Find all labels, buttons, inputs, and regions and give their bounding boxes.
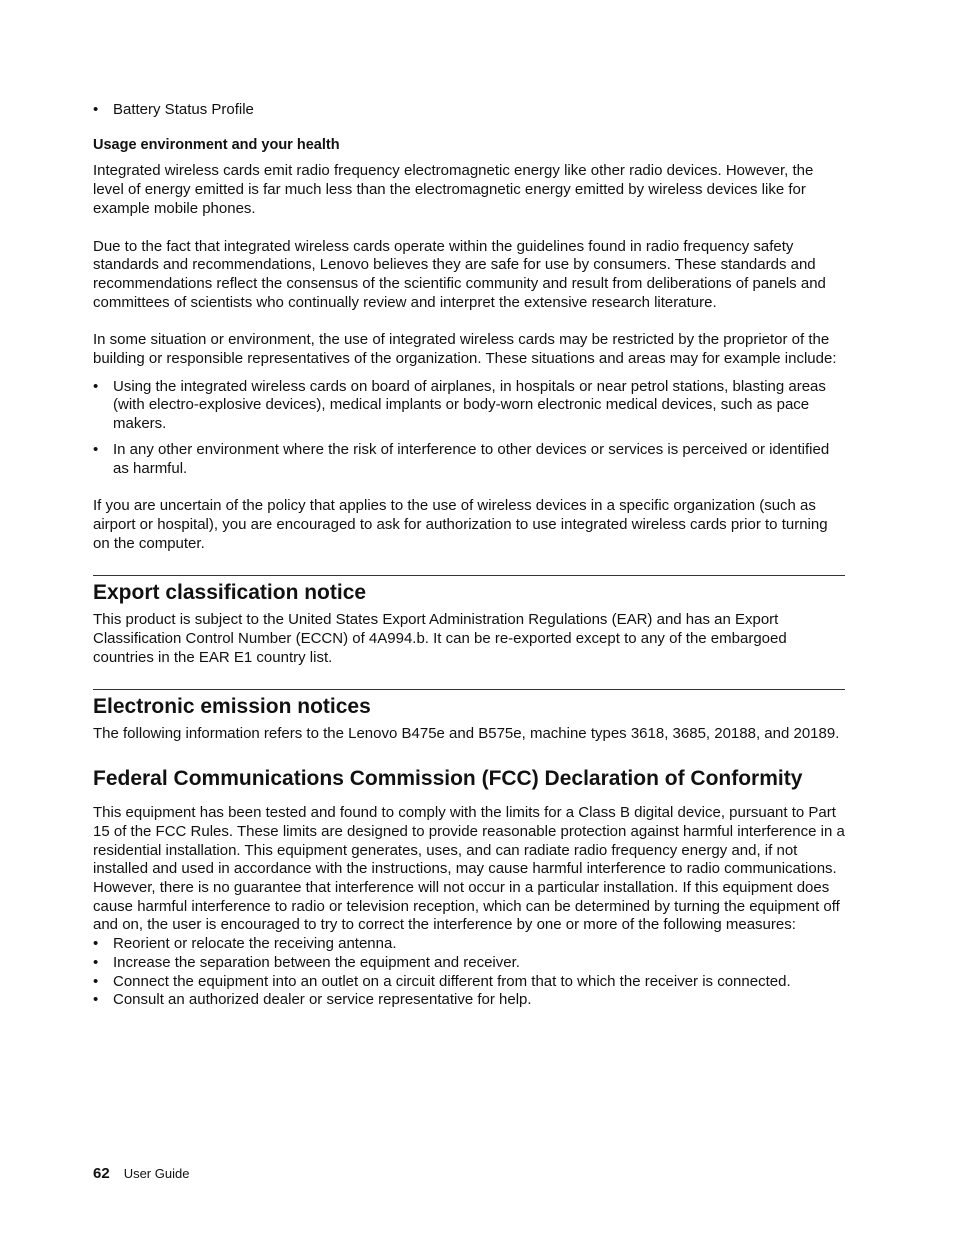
page-footer [93,1165,189,1182]
usage-paragraph-3: In some situation or environment, the use of integrated wireless cards may be restricted by the proprietor of the building or responsible representatives of the organization. These situations and areas may for example include: [93,331,837,368]
export-body: This product is subject to the United States Export Administration Regulations (EAR) and has an Export Classification Control Number (ECCN) of 4A994.b. It can be re-exported except to any of the embargoed countries in the EAR E1 country list. [93,611,787,666]
list-item: • In any other environment where the risk of interference to other devices or services is perceived or identified as harmful. [93,441,845,478]
top-bullet-list [93,101,845,120]
export-heading: Export classification notice [93,581,367,605]
fcc-heading: Federal Communications Commission (FCC) Declaration of Conformity [93,767,803,791]
usage-paragraph-2: Due to the fact that integrated wireless cards operate within the guidelines found in radio frequency safety standards and recommendations, Lenovo believes they are safe for use by consumers. These standards and recommendations reflect the consensus of the scientific community and result from deliberations of panels and committees of scientists who continually review and interpret the extensive research literature. [93,237,826,311]
page-number: 62 [93,1165,110,1182]
fcc-bullet-list [93,935,845,1010]
section-divider [93,689,845,690]
fcc-body: This equipment has been tested and found to comply with the limits for a Class B digital device, pursuant to Part 15 of the FCC Rules. These limits are designed to provide reasonable protection against harmful interference in a residential installation. This equipment generates, uses, and can radiate radio frequency energy and, if not installed and used in accordance with the instructions, may cause harmful interference to radio communications. However, there is no guarantee that interference will not occur in a particular installation. If this equipment does cause harmful interference to radio or television reception, which can be determined by turning the equipment off and on, the user is encouraged to try to correct the interference by one or more of the following measures: [93,804,845,934]
emission-heading: Electronic emission notices [93,695,371,719]
page-content [93,101,845,1010]
footer-title: User Guide [123,1166,190,1181]
list-item: • Using the integrated wireless cards on board of airplanes, in hospitals or near petrol stations, blasting areas (with electro-explosive devices), medical implants or body-worn electronic medical devices, such as pace makers. [93,378,845,434]
usage-bullet-list [93,378,845,479]
list-item: • Battery Status Profile [93,101,845,120]
list-item: • Reorient or relocate the receiving antenna. [93,935,845,954]
list-item: • Connect the equipment into an outlet on a circuit different from that to which the receiver is connected. [93,973,845,992]
section-divider [93,575,845,576]
usage-heading: Usage environment and your health [93,136,340,153]
emission-body: The following information refers to the Lenovo B475e and B575e, machine types 3618, 3685, 20188, and 20189. [93,725,840,743]
list-item: • Increase the separation between the equipment and receiver. [93,954,845,973]
usage-paragraph-1: Integrated wireless cards emit radio frequency electromagnetic energy like other radio devices. However, the level of energy emitted is far much less than the electromagnetic energy emitted by wireless devices like for example mobile phones. [93,162,814,217]
list-item: • Consult an authorized dealer or service representative for help. [93,991,845,1010]
usage-paragraph-4: If you are uncertain of the policy that applies to the use of wireless devices in a specific organization (such as airport or hospital), you are encouraged to ask for authorization to use integrated wireless cards prior to turning on the computer. [93,497,828,552]
